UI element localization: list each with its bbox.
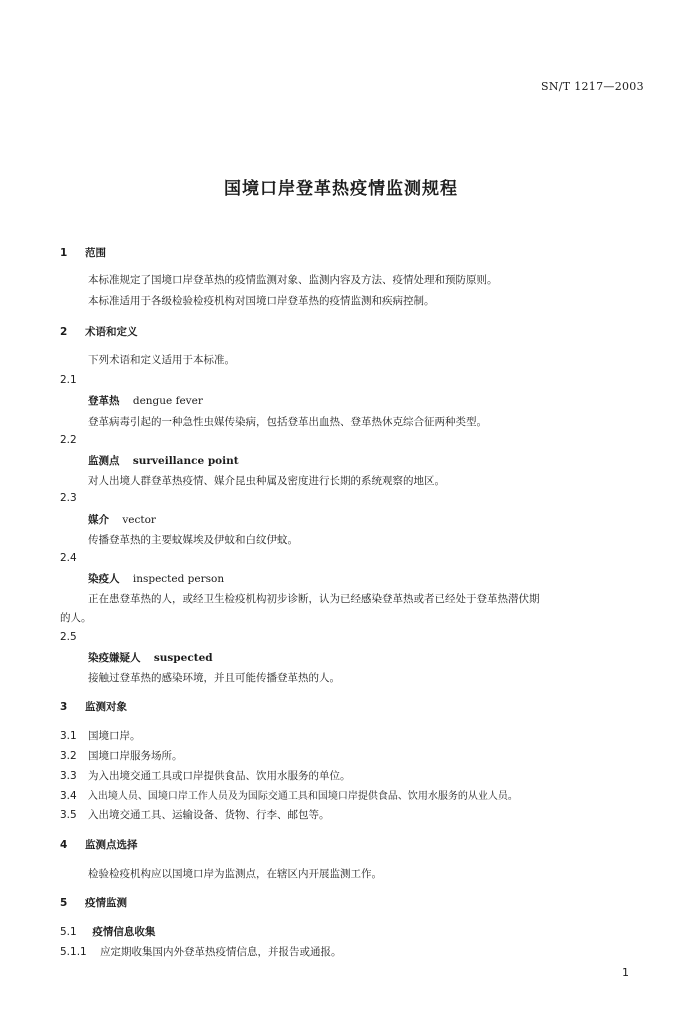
clause-number: 2.5 — [60, 631, 77, 643]
term-entry — [88, 513, 156, 527]
clause-number: 5.1.1 — [60, 946, 87, 958]
term-chinese: 登革热 — [88, 395, 120, 407]
clause-number: 2.4 — [60, 552, 77, 564]
list-item-text: 入出境人员、国境口岸工作人员及为国际交通工具和国境口岸提供食品、饮用水服务的从业人员。 — [87, 791, 518, 802]
clause-number: 3.5 — [60, 809, 77, 821]
list-item — [60, 769, 351, 783]
section-1-heading — [60, 246, 106, 260]
term-entry — [88, 572, 224, 586]
list-item — [60, 789, 518, 804]
clause-number: 3.3 — [60, 770, 77, 782]
term-definition: 传播登革热的主要蚊媒埃及伊蚊和白纹伊蚊。 — [88, 534, 298, 546]
clause-number: 5.1 — [60, 926, 77, 938]
term-definition: 对人出境人群登革热疫情、媒介昆虫种属及密度进行长期的系统观察的地区。 — [88, 475, 445, 487]
section-title: 术语和定义 — [84, 326, 138, 338]
term-definition: 登革病毒引起的一种急性虫媒传染病，包括登革出血热、登革热休克综合征两种类型。 — [88, 416, 487, 428]
list-item-text: 国境口岸。 — [88, 730, 141, 742]
term-english: dengue fever — [132, 395, 203, 407]
term-chinese: 监测点 — [88, 455, 120, 467]
list-item — [60, 945, 342, 959]
paragraph: 下列术语和定义适用于本标准。 — [88, 354, 235, 366]
term-entry — [88, 394, 203, 408]
term-chinese: 染疫嫌疑人 — [88, 652, 141, 664]
section-2-heading — [60, 325, 137, 339]
section-number: 1 — [60, 247, 68, 259]
list-item-text: 入出境交通工具、运输设备、货物、行李、邮包等。 — [88, 809, 330, 821]
term-definition: 接触过登革热的感染环境，并且可能传播登革热的人。 — [88, 672, 340, 684]
clause-number: 3.2 — [60, 750, 77, 762]
section-3-heading — [60, 700, 127, 714]
section-5-heading — [60, 896, 127, 910]
list-item-text: 应定期收集国内外登革热疫情信息，并报告或通报。 — [100, 946, 342, 958]
section-number: 3 — [60, 701, 68, 713]
clause-number: 2.1 — [60, 374, 77, 386]
clause-number: 2.2 — [60, 434, 77, 446]
term-chinese: 染疫人 — [88, 573, 120, 585]
term-definition-continued: 的人。 — [60, 612, 92, 624]
subsection-title: 疫情信息收集 — [92, 926, 156, 938]
page-number: 1 — [622, 966, 629, 979]
list-item — [60, 808, 330, 822]
term-english: suspected — [153, 652, 213, 664]
term-definition: 正在患登革热的人，或经卫生检疫机构初步诊断，认为已经感染登革热或者已经处于登革热潜伏期 — [88, 593, 540, 605]
term-entry — [88, 651, 213, 665]
standard-code: SN/T 1217—2003 — [541, 80, 644, 93]
term-english: surveillance point — [132, 455, 239, 467]
clause-number: 2.3 — [60, 492, 77, 504]
list-item-text: 为入出境交通工具或口岸提供食品、饮用水服务的单位。 — [88, 770, 351, 782]
list-item-text: 国境口岸服务场所。 — [88, 750, 183, 762]
paragraph: 本标准规定了国境口岸登革热的疫情监测对象、监测内容及方法、疫情处理和预防原则。 — [88, 274, 498, 286]
section-number: 2 — [60, 326, 68, 338]
section-title: 监测点选择 — [84, 839, 138, 851]
paragraph: 检验检疫机构应以国境口岸为监测点，在辖区内开展监测工作。 — [88, 868, 382, 880]
section-4-heading — [60, 838, 137, 852]
term-english: vector — [122, 514, 156, 526]
clause-number: 3.1 — [60, 730, 77, 742]
term-english: inspected person — [132, 573, 225, 585]
section-number: 5 — [60, 897, 68, 909]
section-title: 监测对象 — [84, 701, 127, 713]
paragraph: 本标准适用于各级检验检疫机构对国境口岸登革热的疫情监测和疾病控制。 — [88, 295, 435, 307]
section-number: 4 — [60, 839, 68, 851]
term-chinese: 媒介 — [88, 514, 109, 526]
section-title: 疫情监测 — [84, 897, 127, 909]
term-entry — [88, 454, 239, 468]
clause-number: 3.4 — [60, 790, 77, 802]
subsection-heading — [60, 925, 155, 939]
document-title: 国境口岸登革热疫情监测规程 — [224, 179, 458, 199]
section-title: 范围 — [84, 247, 106, 259]
list-item — [60, 729, 141, 743]
list-item — [60, 749, 183, 763]
